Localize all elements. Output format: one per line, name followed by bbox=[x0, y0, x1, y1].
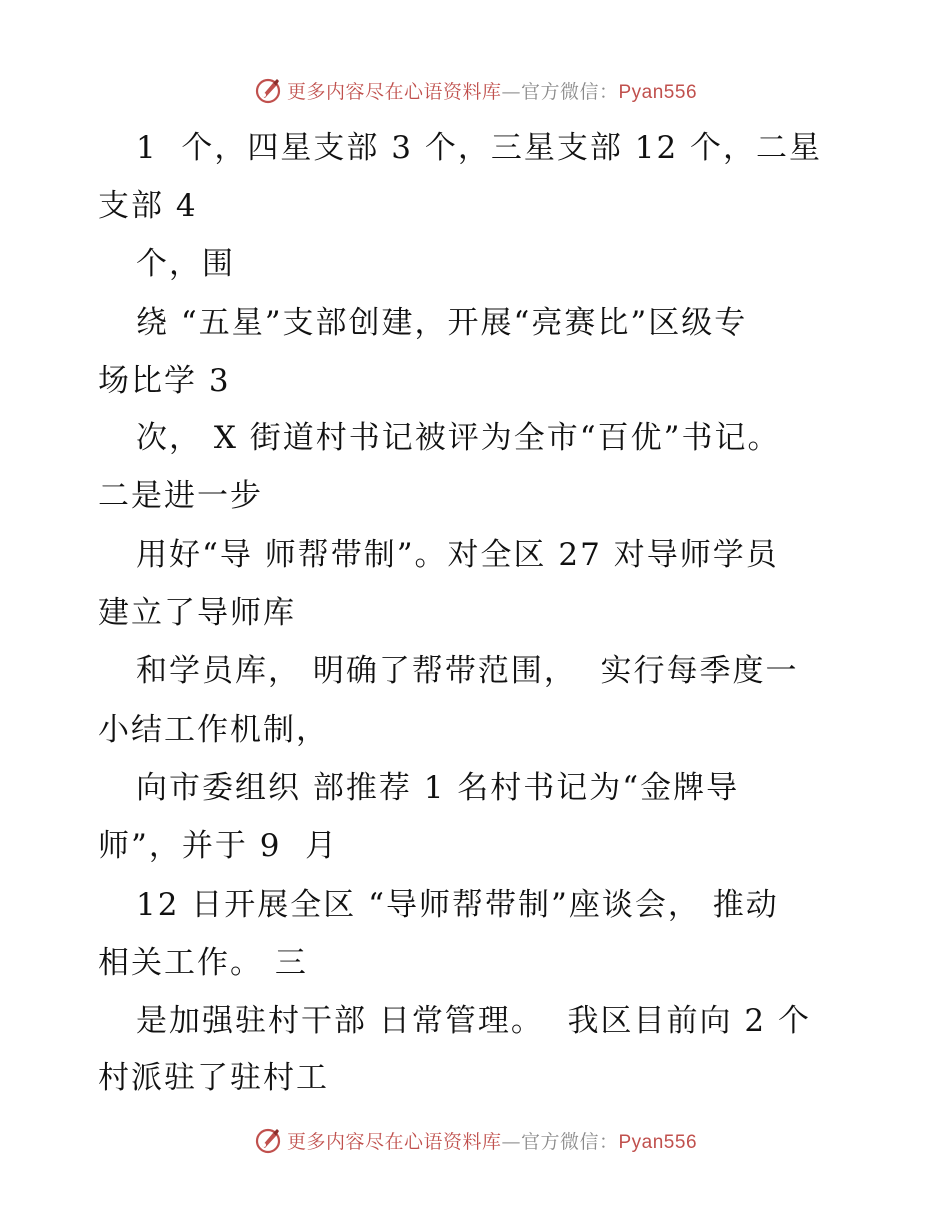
body-line: 是加强驻村干部 日常管理。 我区目前向 2 个 bbox=[136, 1003, 811, 1039]
body-line: 场比学 3 bbox=[98, 363, 231, 399]
header-banner-text bbox=[287, 77, 697, 104]
footer-banner bbox=[0, 1120, 950, 1160]
body-line: 二是进一步 bbox=[98, 478, 263, 514]
header-wechat-id: Pyan556 bbox=[618, 81, 698, 103]
body-line: 小结工作机制， bbox=[98, 712, 329, 748]
footer-wechat-label: 官方微信： bbox=[520, 1130, 619, 1153]
body-line: 次， X 街道村书记被评为全市“百优”书记。 bbox=[136, 420, 781, 456]
body-line: 个，围 bbox=[136, 246, 235, 282]
body-line: 师”，并于 9 月 bbox=[98, 828, 339, 864]
body-line: 绕 “五星”支部创建，开展“亮赛比”区级专 bbox=[136, 305, 748, 341]
footer-banner-text bbox=[287, 1127, 697, 1154]
footer-banner-inner bbox=[253, 1125, 697, 1155]
logo-icon bbox=[253, 75, 283, 105]
header-banner bbox=[0, 70, 950, 110]
body-line: 12 日开展全区 “导师帮带制”座谈会， 推动 bbox=[136, 887, 779, 923]
footer-wechat-id: Pyan556 bbox=[618, 1131, 698, 1153]
body-line: 相关工作。 三 bbox=[98, 945, 308, 981]
header-dash: — bbox=[501, 80, 521, 103]
body-line: 村派驻了驻村工 bbox=[98, 1060, 329, 1096]
body-line: 向市委组织 部推荐 1 名村书记为“金牌导 bbox=[136, 770, 740, 806]
footer-site-name: 更多内容尽在心语资料库 bbox=[286, 1130, 502, 1153]
header-wechat-label: 官方微信： bbox=[520, 80, 619, 103]
logo-icon bbox=[253, 1125, 283, 1155]
body-line: 建立了导师库 bbox=[98, 595, 296, 631]
header-banner-inner bbox=[253, 75, 697, 105]
body-line: 支部 4 bbox=[98, 188, 198, 224]
body-line: 1 个，四星支部 3 个，三星支部 12 个，二星 bbox=[136, 130, 823, 166]
header-site-name: 更多内容尽在心语资料库 bbox=[286, 80, 502, 103]
body-line: 和学员库， 明确了帮带范围， 实行每季度一 bbox=[136, 653, 799, 689]
footer-dash: — bbox=[501, 1130, 521, 1153]
body-line: 用好“导 师帮带制”。对全区 27 对导师学员 bbox=[136, 537, 779, 573]
